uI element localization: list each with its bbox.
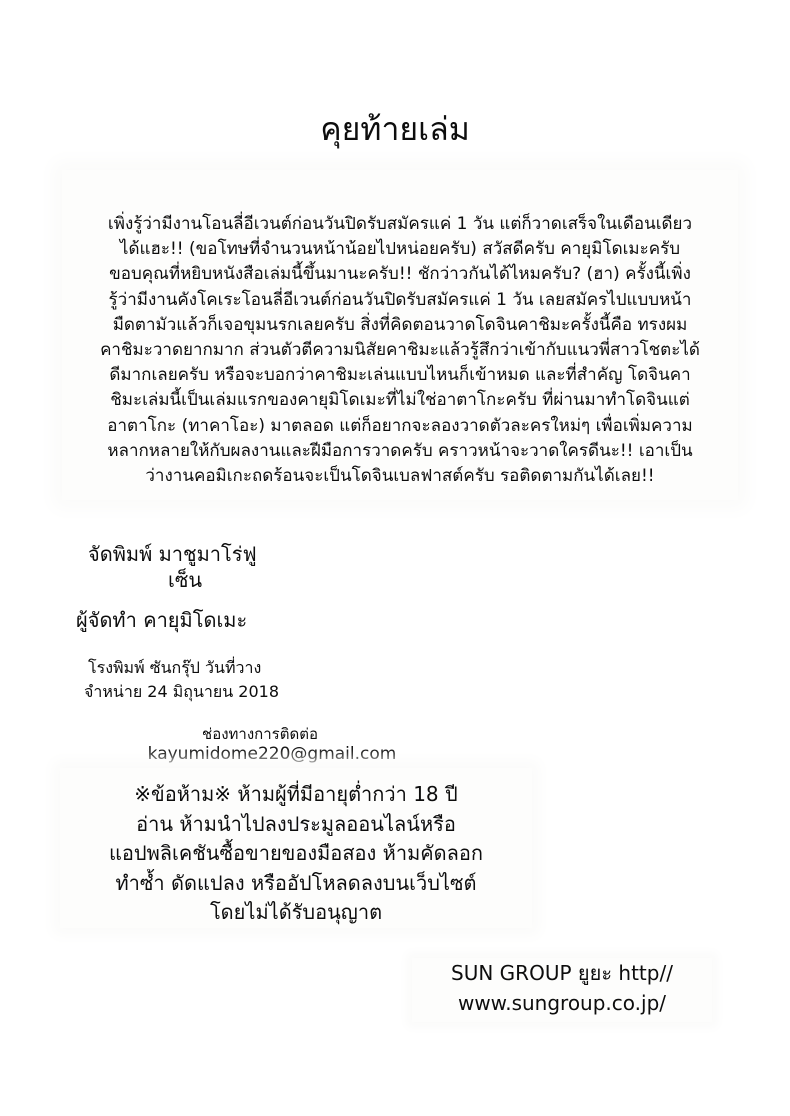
afterword-line: ว่างานคอมิเกะถดร้อนจะเป็นโดจินเบลฟาสต์ครับ รอติดตามกันได้เลย!! [145, 466, 655, 487]
afterword-line: หลากหลายให้กับผลงานและฝีมือการวาดครับ คราวหน้าจะวาดใครดีนะ!! เอาเป็น [107, 440, 693, 461]
printer-info: โรงพิมพ์ ซันกรุ๊ป วันที่วาง [88, 658, 262, 677]
afterword-text-box [62, 170, 738, 500]
printer-credit-box [412, 958, 712, 1022]
warning-line: อ่าน ห้ามนำไปลงประมูลออนไลน์หรือ [136, 811, 456, 836]
afterword-line: อาตาโกะ (ทาคาโอะ) มาตลอด แต่ก็อยากจะลองวาดตัวละครใหม่ๆ เพื่อเพิ่มความ [107, 415, 693, 436]
warning-notice [60, 780, 532, 928]
page-title: คุยท้ายเล่ม [320, 110, 470, 148]
producer-info: ผู้จัดทำ คายุมิโดเมะ [76, 608, 248, 632]
afterword-line: ดีมากเลยครับ หรือจะบอกว่าคาชิมะเล่นแบบไหนก็เข้าหมด และที่สำคัญ โดจินคา [109, 365, 691, 386]
printer-credit-line: SUN GROUP ยูยะ http// [451, 961, 673, 985]
afterword-line: ชิมะเล่มนี้เป็นเล่มแรกของคายุมิโดเมะที่ไม่ใช่อาตาโกะครับ ที่ผ่านมาทำโดจินแต่ [110, 390, 690, 411]
publisher-info-continued: เซ็น [168, 568, 203, 592]
afterword-line: เพิ่งรู้ว่ามีงานโอนลี่อีเวนต์ก่อนวันปิดรับสมัครแค่ 1 วัน แต่ก็วาดเสร็จในเดือนเดียว [107, 214, 693, 234]
printer-credit-url: www.sungroup.co.jp/ [457, 991, 667, 1015]
afterword-line: คาชิมะวาดยากมาก ส่วนตัวตีความนิสัยคาชิมะแล้วรู้สึกว่าเข้ากับแนวพี่สาวโชตะได้ [100, 340, 700, 361]
publisher-info: จัดพิมพ์ มาชูมาโร่ฟู [88, 542, 257, 566]
warning-line: โดยไม่ได้รับอนุญาต [209, 900, 383, 925]
warning-notice-box [60, 768, 532, 928]
afterword-line: มืดตามัวแล้วก็เจอขุมนรกเลยครับ สิ่งที่คิดตอนวาดโดจินคาชิมะครั้งนี้คือ ทรงผม [112, 314, 688, 335]
afterword-paragraph [62, 212, 738, 489]
contact-email: kayumidome220@gmail.com [147, 744, 397, 764]
afterword-line: ขอบคุณที่หยิบหนังสือเล่มนี้ขึ้นมานะครับ!! ชักว่าวกันได้ไหมครับ? (ฮา) ครั้งนี้เพิ่ง [109, 264, 691, 285]
warning-line: ทำซ้ำ ดัดแปลง หรืออัปโหลดลงบนเว็บไซต์ [115, 870, 477, 895]
afterword-line: รู้ว่ามีงานคังโคเระโอนลี่อีเวนต์ก่อนวันปิดรับสมัครแค่ 1 วัน เลยสมัครไปแบบหน้า [108, 289, 692, 310]
warning-line: ※ข้อห้าม※ ห้ามผู้ที่มีอายุต่ำกว่า 18 ปี [134, 782, 458, 806]
contact-label: ช่องทางการติดต่อ [202, 725, 318, 743]
warning-line: แอปพลิเคชันซื้อขายของมือสอง ห้ามคัดลอก [108, 841, 484, 866]
release-date: จำหน่าย 24 มิถุนายน 2018 [84, 682, 280, 701]
afterword-line: ได้แฮะ!! (ขอโทษที่จำนวนหน้าน้อยไปหน่อยครับ) สวัสดีครับ คายุมิโดเมะครับ [119, 239, 681, 260]
